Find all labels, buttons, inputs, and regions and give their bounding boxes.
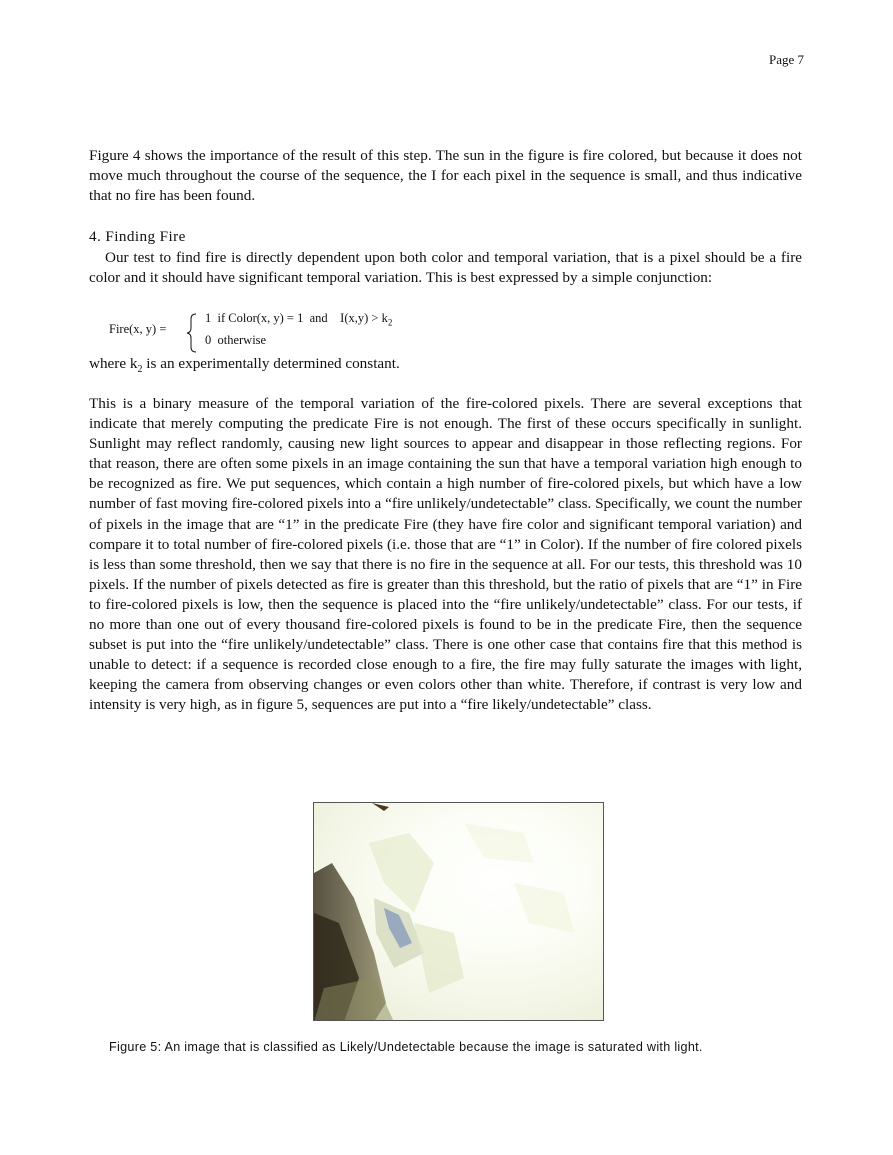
fire-predicate-equation xyxy=(109,310,469,354)
equation-brace xyxy=(185,313,199,353)
intro-paragraph: Figure 4 shows the importance of the result of this step. The sun in the figure is fire colored, but because it does not move much throughout the course of the sequence, the I for each pixel in the sequence is small, and thus indicative that no fire has been found. xyxy=(89,147,802,205)
section-heading: 4. Finding Fire xyxy=(89,228,186,245)
equation-case-one-text: 1 if Color(x, y) = 1 and I(x,y) > k xyxy=(205,311,388,325)
where-prefix: where k xyxy=(89,355,138,372)
binary-measure-paragraph: This is a binary measure of the temporal variation of the fire-colored pixels. There are several exceptions that indicate that merely computing the predicate Fire is not enough. The first of these occurs specifically in sunlight. Sunlight may reflect randomly, causing new light sources to appear and disappear in those reflecting regions. For that reason, there are often some pixels in an image containing the sun that have a temporal variation high enough to be recognized as fire. We put sequences, which contain a high number of fire-colored pixels, but which have a low number of fast moving fire-colored pixels into a “fire unlikely/undetectable” class. Specifically, we count the number of pixels in the image that are “1” in the predicate Fire (they have fire color and significant temporal variation) and compare it to total number of fire-colored pixels (i.e. those that are “1” in Color). If the number of fire colored pixels is less than some threshold, then we say that there is no fire in the sequence at all. For our tests, this threshold was 10 pixels. If the number of pixels detected as fire is greater than this threshold, but the ratio of pixels that are “1” in Fire to fire-colored pixels is low, then the sequence is placed into the “fire unlikely/undetectable” class. For our tests, if no more than one out of every thousand fire-colored pixels is found to be in the predicate Fire, then the sequence subset is put into the “fire unlikely/undetectable” class. There is one other case that contains fire that this method is unable to detect: if a sequence is recorded close enough to a fire, the fire may fully saturate the images with light, keeping the camera from observing changes or even colors other than white. Therefore, if contrast is very low and intensity is very high, as in figure 5, sequences are put into a “fire likely/undetectable” class. xyxy=(89,395,803,714)
equation-case-two: 0 otherwise xyxy=(205,333,267,347)
figure-5-caption: Figure 5: An image that is classified as Likely/Undetectable because the image is saturated with light. xyxy=(109,1040,703,1054)
where-line xyxy=(89,354,802,380)
equation-lhs: Fire(x, y) = xyxy=(109,322,167,336)
equation-case-one-subscript: 2 xyxy=(387,317,393,328)
where-suffix: is an experimentally determined constant. xyxy=(142,355,400,372)
equation-case-one xyxy=(205,311,392,328)
where-subscript: 2 xyxy=(137,364,143,376)
figure-5-image xyxy=(313,802,604,1021)
saturated-fire-photo xyxy=(314,803,604,1021)
page-number: Page 7 xyxy=(768,52,804,67)
finding-fire-paragraph: Our test to find fire is directly dependent upon both color and temporal variation, that is a pixel should be a fire color and it should have significant temporal variation. This is best expressed by a simple conjunction: xyxy=(89,249,802,287)
